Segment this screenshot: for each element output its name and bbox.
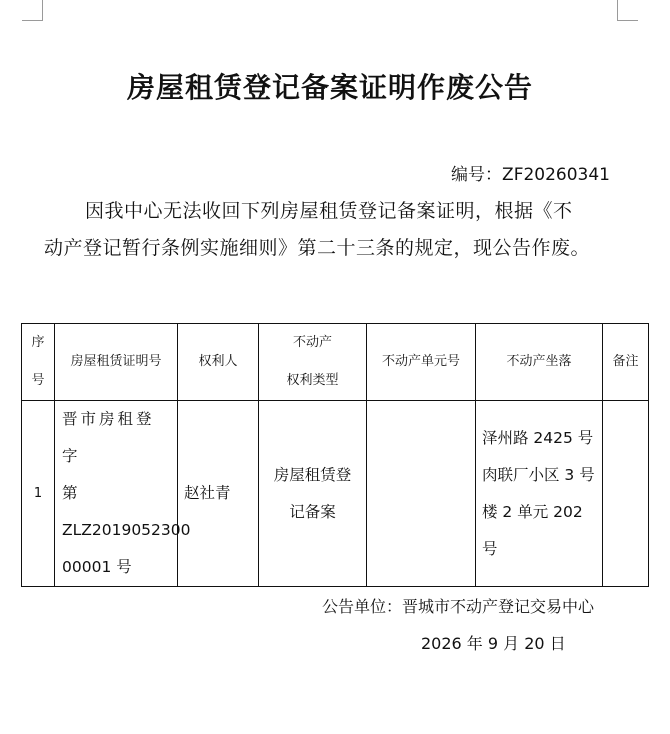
header-location: 不动产坐落 (476, 324, 603, 401)
certificate-table (21, 323, 649, 587)
document-number-label: 编号： (451, 165, 503, 185)
document-number (451, 160, 610, 185)
notice-line-1: 因我中心无法收回下列房屋租赁登记备案证明，根据《不 (85, 200, 573, 222)
header-seq: 序 号 (22, 324, 55, 401)
cell-unit-no (367, 401, 476, 587)
header-certificate: 房屋租赁证明号 (55, 324, 178, 401)
issuing-organization: 公告单位：晋城市不动产登记交易中心 (322, 597, 595, 616)
document-number-value: ZF20260341 (502, 165, 610, 185)
issue-date: 2026 年 9 月 20 日 (421, 634, 566, 653)
notice-paragraph (44, 193, 626, 267)
cell-right-type: 房屋租赁登 记备案 (259, 401, 367, 587)
cell-seq: 1 (22, 401, 55, 587)
document-title: 房屋租赁登记备案证明作废公告 (126, 71, 533, 104)
table-row (22, 401, 649, 587)
header-remark: 备注 (603, 324, 649, 401)
page-corner-mark-left (22, 0, 43, 21)
cell-remark (603, 401, 649, 587)
header-owner: 权利人 (178, 324, 259, 401)
cell-location: 泽州路 2425 号 肉联厂小区 3 号 楼 2 单元 202 号 (476, 401, 603, 587)
header-right-type: 不动产 权利类型 (259, 324, 367, 401)
header-unit-no: 不动产单元号 (367, 324, 476, 401)
page-corner-mark-right (617, 0, 638, 21)
cell-owner: 赵社青 (178, 401, 259, 587)
cell-certificate: 晋市房租登字 第 ZLZ2019052300 00001 号 (55, 401, 178, 587)
notice-line-2: 动产登记暂行条例实施细则》第二十三条的规定，现公告作废。 (44, 237, 591, 259)
table-header-row (22, 324, 649, 401)
